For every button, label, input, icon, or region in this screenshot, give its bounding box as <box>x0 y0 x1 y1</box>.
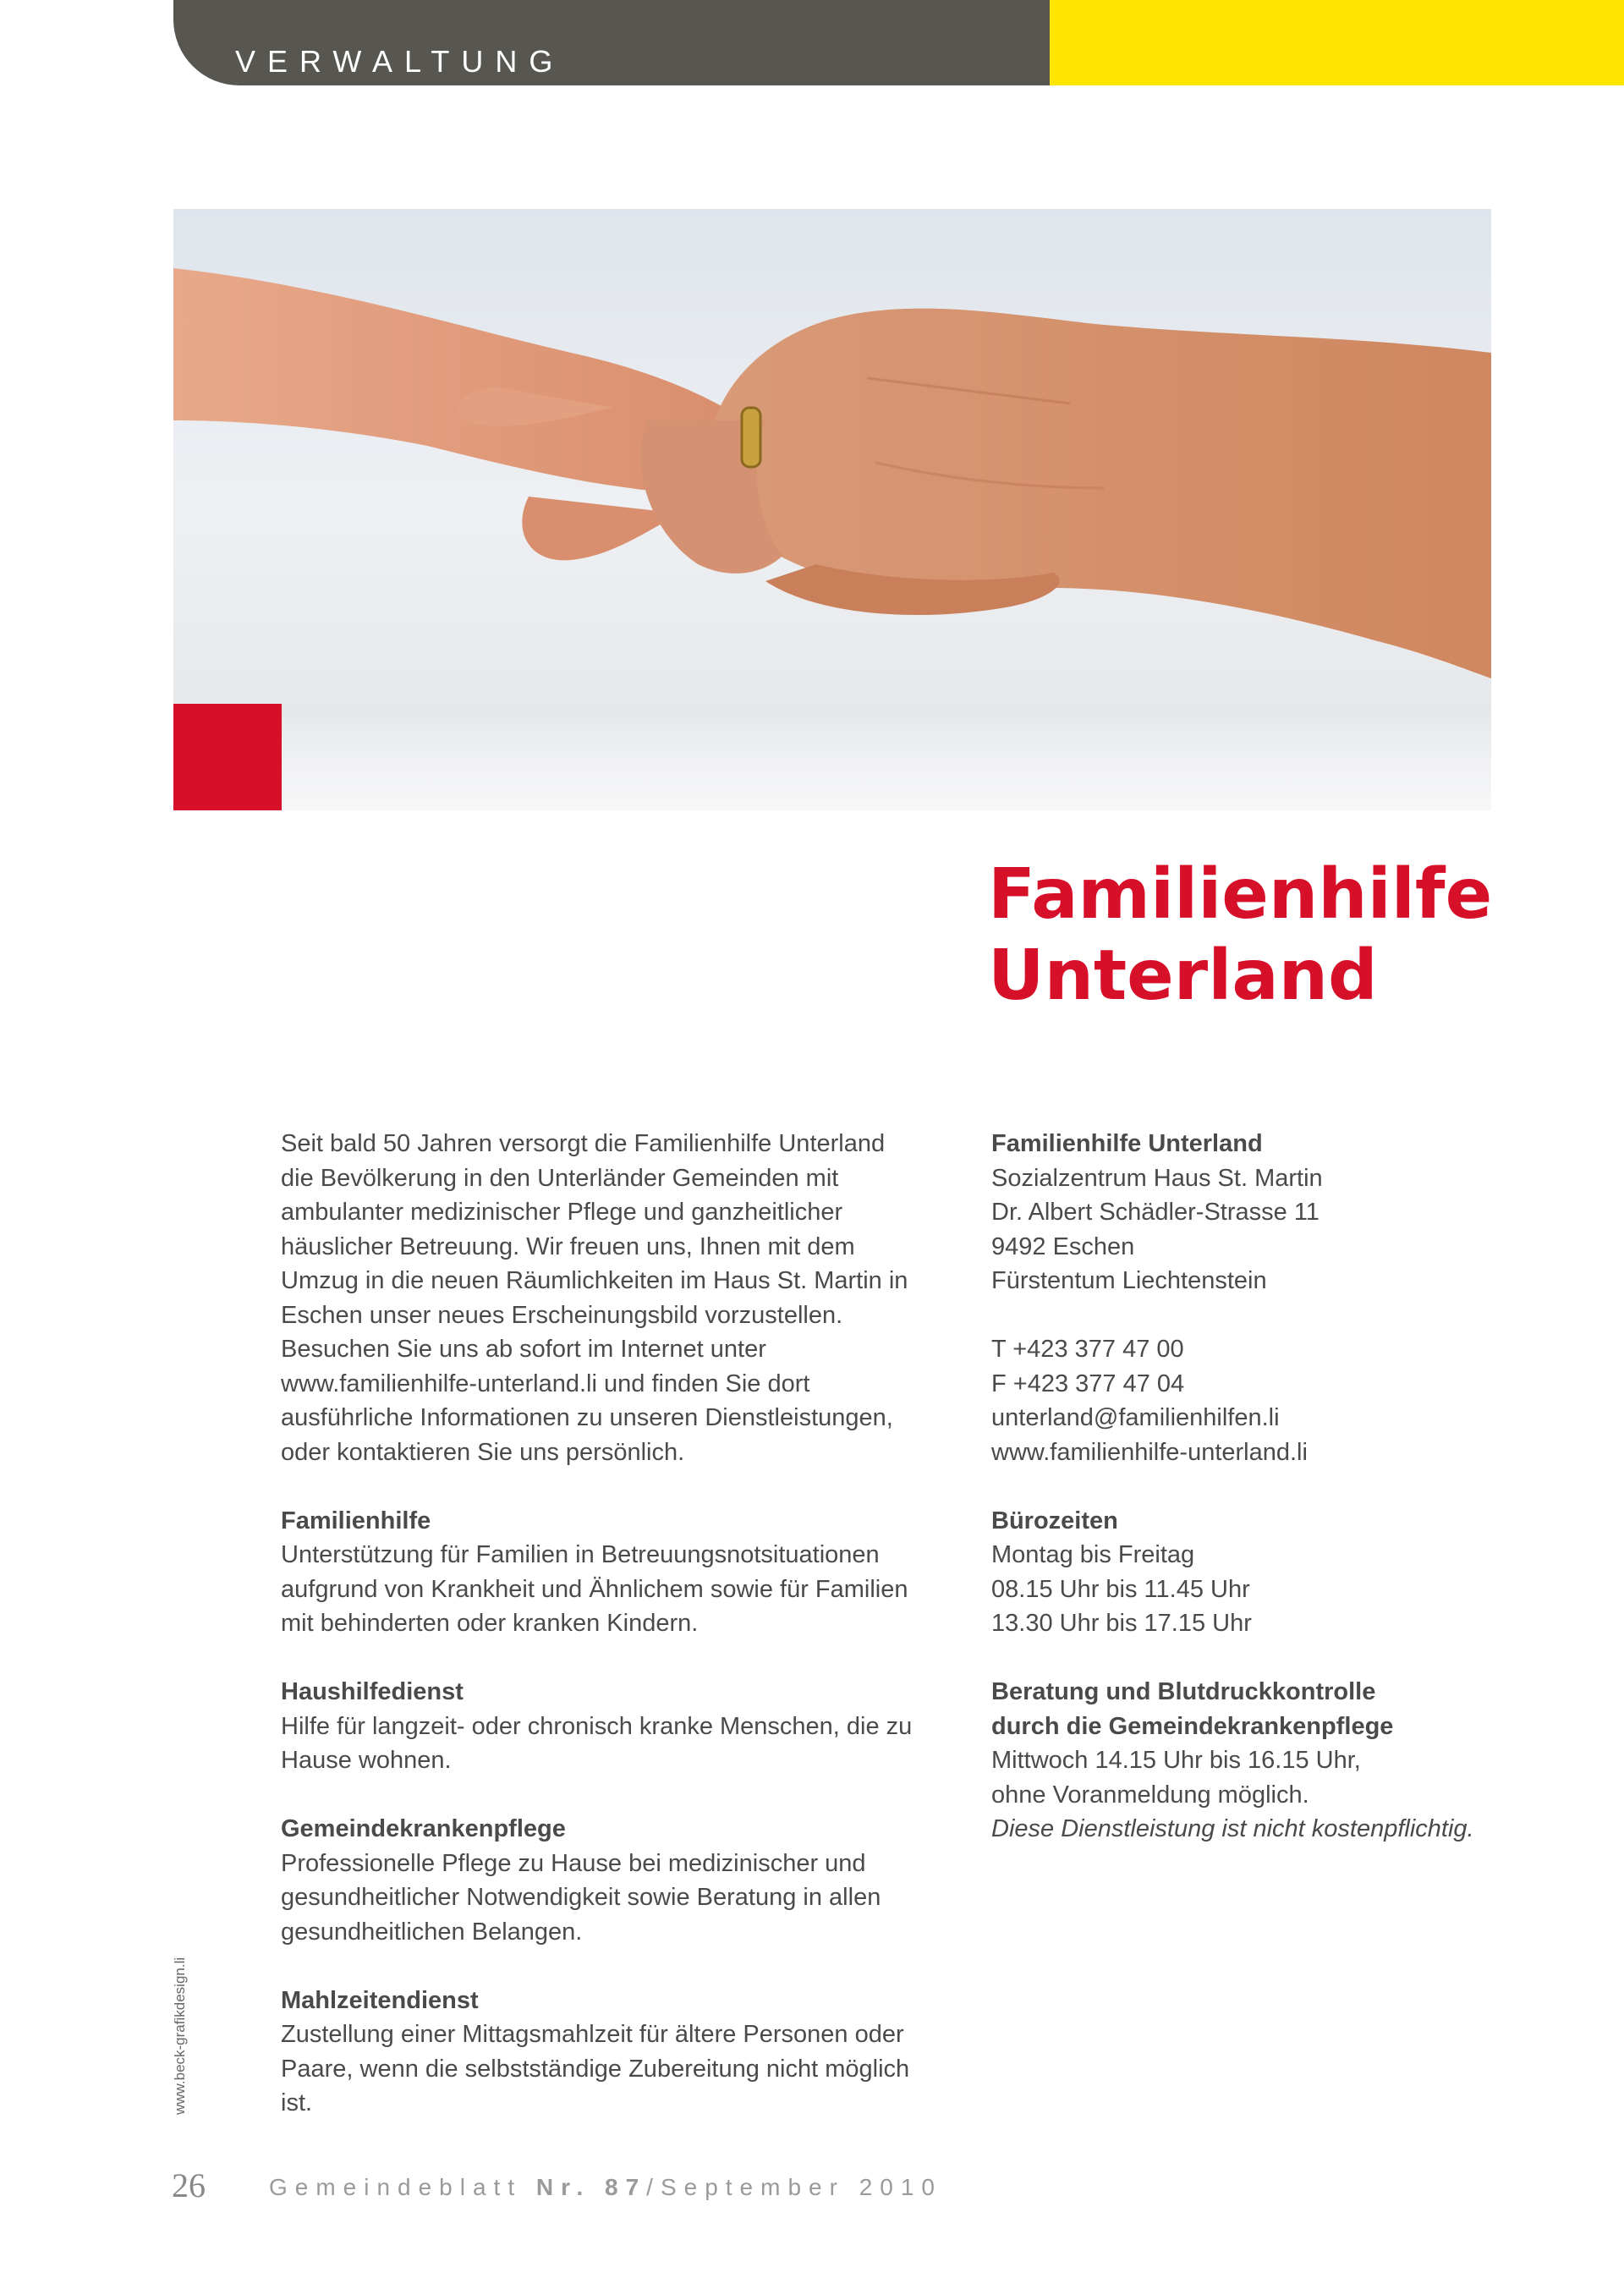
office-hours-heading: Bürozeiten <box>991 1507 1118 1534</box>
office-hours-afternoon: 13.30 Uhr bis 17.15 Uhr <box>991 1610 1252 1637</box>
contact-address <box>991 1127 1499 1298</box>
contact-email[interactable]: unterland@familienhilfen.li <box>991 1404 1280 1431</box>
consultation-free-note: Diese Dienstleistung ist nicht kostenpflichtig. <box>991 1815 1474 1842</box>
hands-photo <box>173 209 1491 704</box>
service-heading: Gemeindekrankenpflege <box>281 1815 566 1842</box>
consultation-heading-2: durch die Gemeindekrankenpflege <box>991 1712 1394 1740</box>
service-heading: Haushilfedienst <box>281 1678 464 1705</box>
service-text: Zustellung einer Mittagsmahlzeit für ältere Personen oder Paare, wenn die selbstständige Zubereitung nicht möglich ist. <box>281 2021 910 2116</box>
red-accent-square <box>173 704 282 810</box>
service-block <box>281 1984 924 2121</box>
photo-lower-strip <box>173 704 1491 810</box>
intro-paragraph: Seit bald 50 Jahren versorgt die Familienhilfe Unterland die Bevölkerung in den Unterländer Gemeinden mit ambulanter medizinischer Pflege und ganzheitlicher häuslicher Betreuung. Wir freuen uns, Ihnen mit dem Umzug in die neuen Räumlichkeiten im Haus St. Martin in Eschen unser neues Erscheinungsbild vorzustellen. Besuchen Sie uns ab sofort im Internet unter www.familienhilfe-unterland.li und finden Sie dort ausführliche Informationen zu unseren Dienstleistungen, oder kontaktieren Sie uns persönlich. <box>281 1130 908 1466</box>
service-text: Professionelle Pflege zu Hause bei medizinischer und gesundheitlicher Notwendigkeit sowie Beratung in allen gesundheitlichen Belangen. <box>281 1849 881 1946</box>
page-title <box>988 854 1492 1017</box>
title-line-1: Familienhilfe <box>988 854 1493 935</box>
publication-name: Gemeindeblatt <box>269 2174 523 2200</box>
office-hours-days: Montag bis Freitag <box>991 1541 1195 1568</box>
office-hours <box>991 1504 1499 1641</box>
consultation-note: ohne Voranmeldung möglich. <box>991 1781 1309 1809</box>
section-label: VERWALTUNG <box>235 44 565 79</box>
contact-city: 9492 Eschen <box>991 1232 1135 1260</box>
contact-fax: F +423 377 47 04 <box>991 1370 1185 1397</box>
contact-country: Fürstentum Liechtenstein <box>991 1267 1267 1294</box>
office-hours-morning: 08.15 Uhr bis 11.45 Uhr <box>991 1575 1250 1603</box>
service-text: Hilfe für langzeit- oder chronisch kranke Menschen, die zu Hause wohnen. <box>281 1712 913 1774</box>
consultation-heading-1: Beratung und Blutdruckkontrolle <box>991 1678 1376 1705</box>
contact-phone: T +423 377 47 00 <box>991 1336 1184 1363</box>
right-column <box>991 1127 1499 1847</box>
header-accent-yellow <box>1050 0 1624 85</box>
service-heading: Mahlzeitendienst <box>281 1986 479 2014</box>
title-line-2: Unterland <box>988 936 1378 1016</box>
page-number: 26 <box>172 2166 206 2204</box>
contact-name: Familienhilfe Unterland <box>991 1130 1263 1157</box>
service-block <box>281 1675 924 1778</box>
designer-credit: www.beck-grafikdesign.li <box>172 1957 188 2115</box>
service-block <box>281 1812 924 1949</box>
publication-footer <box>269 2174 942 2201</box>
service-block <box>281 1504 924 1641</box>
contact-street: Dr. Albert Schädler-Strasse 11 <box>991 1199 1320 1226</box>
consultation-info <box>991 1675 1499 1847</box>
service-heading: Familienhilfe <box>281 1507 431 1534</box>
contact-website[interactable]: www.familienhilfe-unterland.li <box>991 1438 1308 1466</box>
contact-details <box>991 1332 1499 1469</box>
contact-building: Sozialzentrum Haus St. Martin <box>991 1164 1323 1192</box>
issue-number: Nr. 87 <box>535 2174 647 2200</box>
service-text: Unterstützung für Familien in Betreuungsnotsituationen aufgrund von Krankheit und Ähnlichem sowie für Familien mit behinderten oder kranken Kindern. <box>281 1541 908 1637</box>
left-column <box>281 1127 924 2154</box>
consultation-time: Mittwoch 14.15 Uhr bis 16.15 Uhr, <box>991 1747 1361 1774</box>
issue-date: /September 2010 <box>646 2174 942 2200</box>
